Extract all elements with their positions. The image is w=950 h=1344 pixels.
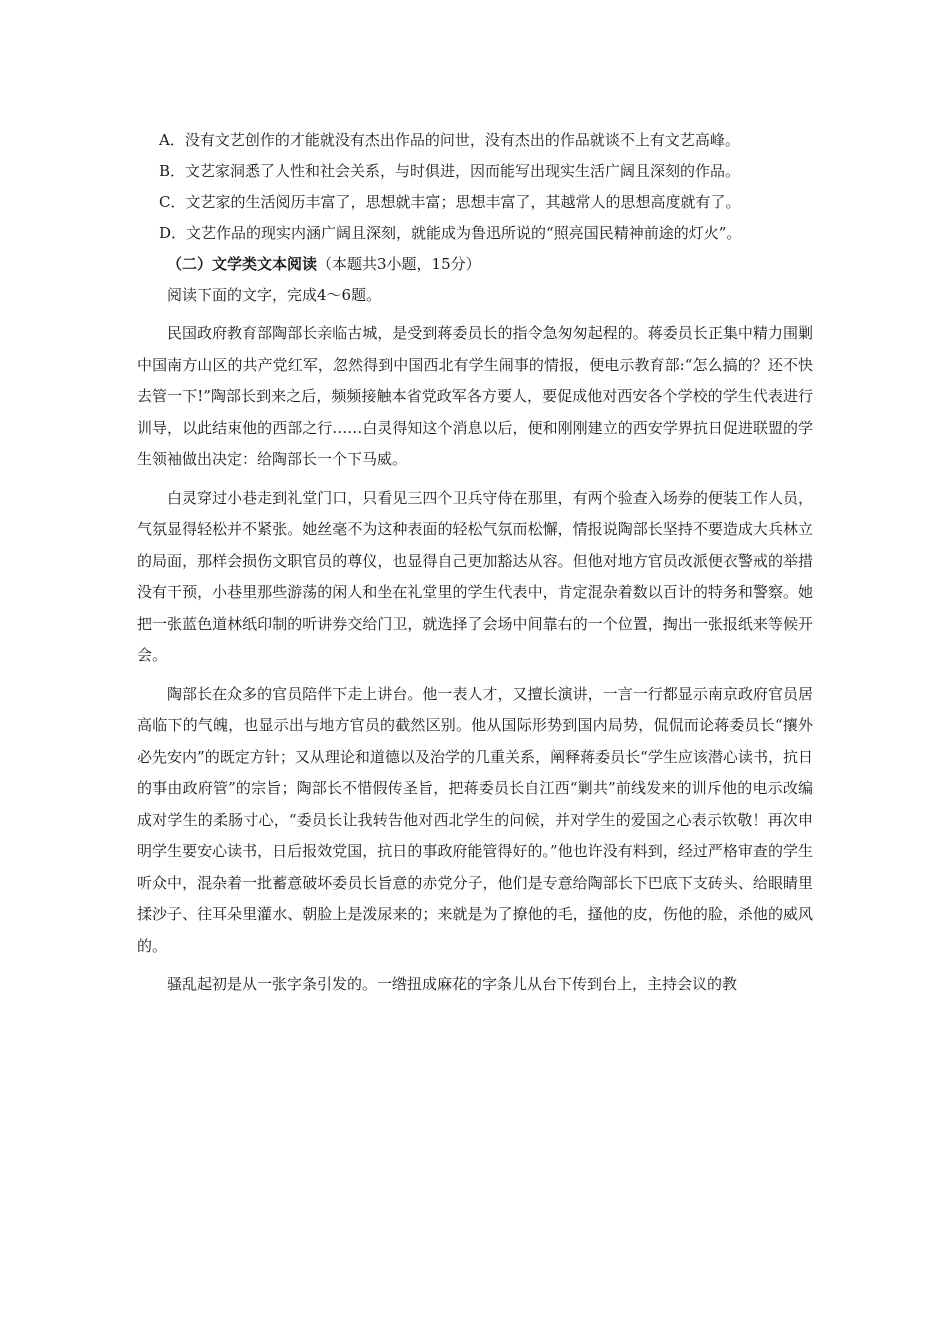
passage-paragraph-1: 民国政府教育部陶部长亲临古城，是受到蒋委员长的指令急匆匆起程的。蒋委员长正集中精力围剿中国南方山区的共产党红军，忽然得到中国西北有学生闹事的情报，便电示教育部:“怎么搞的？还不快去管一下!”陶部长到来之后，频频接触本省党政军各方要人，要促成他对西安各个学校的学生代表进行训导，以此结束他的西部之行……白灵得知这个消息以后，便和刚刚建立的西安学界抗日促进联盟的学生领袖做出决定：给陶部长一个下马威。 — [137, 324, 813, 468]
section-title: （二）文学类文本阅读 — [167, 255, 318, 273]
answer-options — [137, 125, 813, 249]
page-content — [137, 125, 813, 1008]
option-b: B．文艺家洞悉了人性和社会关系，与时俱进，因而能写出现实生活广阔且深刻的作品。 — [159, 162, 741, 180]
passage-paragraph-3: 陶部长在众多的官员陪伴下走上讲台。他一表人才，又擅长演讲，一言一行都显示南京政府官员居高临下的气魄，也显示出与地方官员的截然区别。他从国际形势到国内局势，侃侃而论蒋委员长“攘外必先安内”的既定方针；又从理论和道德以及治学的几重关系，阐释蒋委员长“学生应该潜心读书，抗日的事由政府管”的宗旨；陶部长不惜假传圣旨，把蒋委员长自江西“剿共”前线发来的训斥他的电示改编成对学生的柔肠寸心，“委员长让我转告他对西北学生的问候，并对学生的爱国之心表示钦敬！再次申明学生要安心读书，日后报效党国，抗日的事政府能管得好的。”他也许没有料到，经过严格审查的学生听众中，混杂着一批蓄意破坏委员长旨意的赤党分子，他们是专意给陶部长下巴底下支砖头、给眼睛里揉沙子、往耳朵里灌水、朝脸上是泼尿来的；来就是为了撩他的毛，搔他的皮，伤他的脸，杀他的威风的。 — [137, 684, 813, 955]
reading-passage — [137, 318, 813, 1001]
passage-paragraph-4: 骚乱起初是从一张字条引发的。一绺扭成麻花的字条儿从台下传到台上，主持会议的教 — [167, 975, 738, 993]
option-d: D．文艺作品的现实内涵广阔且深刻，就能成为鲁迅所说的“照亮国民精神前途的灯火”。 — [159, 224, 742, 242]
reading-instruction: 阅读下面的文字，完成4～6题。 — [167, 286, 382, 304]
option-c: C．文艺家的生活阅历丰富了，思想就丰富；思想丰富了，其越常人的思想高度就有了。 — [159, 193, 741, 211]
section-heading — [137, 249, 813, 280]
section-note: （本题共3小题，15分） — [317, 255, 481, 273]
option-a: A．没有文艺创作的才能就没有杰出作品的问世，没有杰出的作品就谈不上有文艺高峰。 — [159, 131, 740, 149]
passage-paragraph-2: 白灵穿过小巷走到礼堂门口，只看见三四个卫兵守侍在那里，有两个验查入场券的便装工作人员，气氛显得轻松并不紧张。她丝毫不为这种表面的轻松气氛而松懈，情报说陶部长坚持不要造成大兵林立的局面，那样会损伤文职官员的尊仪，也显得自己更加豁达从容。但他对地方官员改派便衣警戒的举措没有干预，小巷里那些游荡的闲人和坐在礼堂里的学生代表中，肯定混杂着数以百计的特务和警察。她把一张蓝色道林纸印制的听讲券交给门卫，就选择了会场中间靠右的一个位置，掏出一张报纸来等候开会。 — [137, 488, 813, 664]
